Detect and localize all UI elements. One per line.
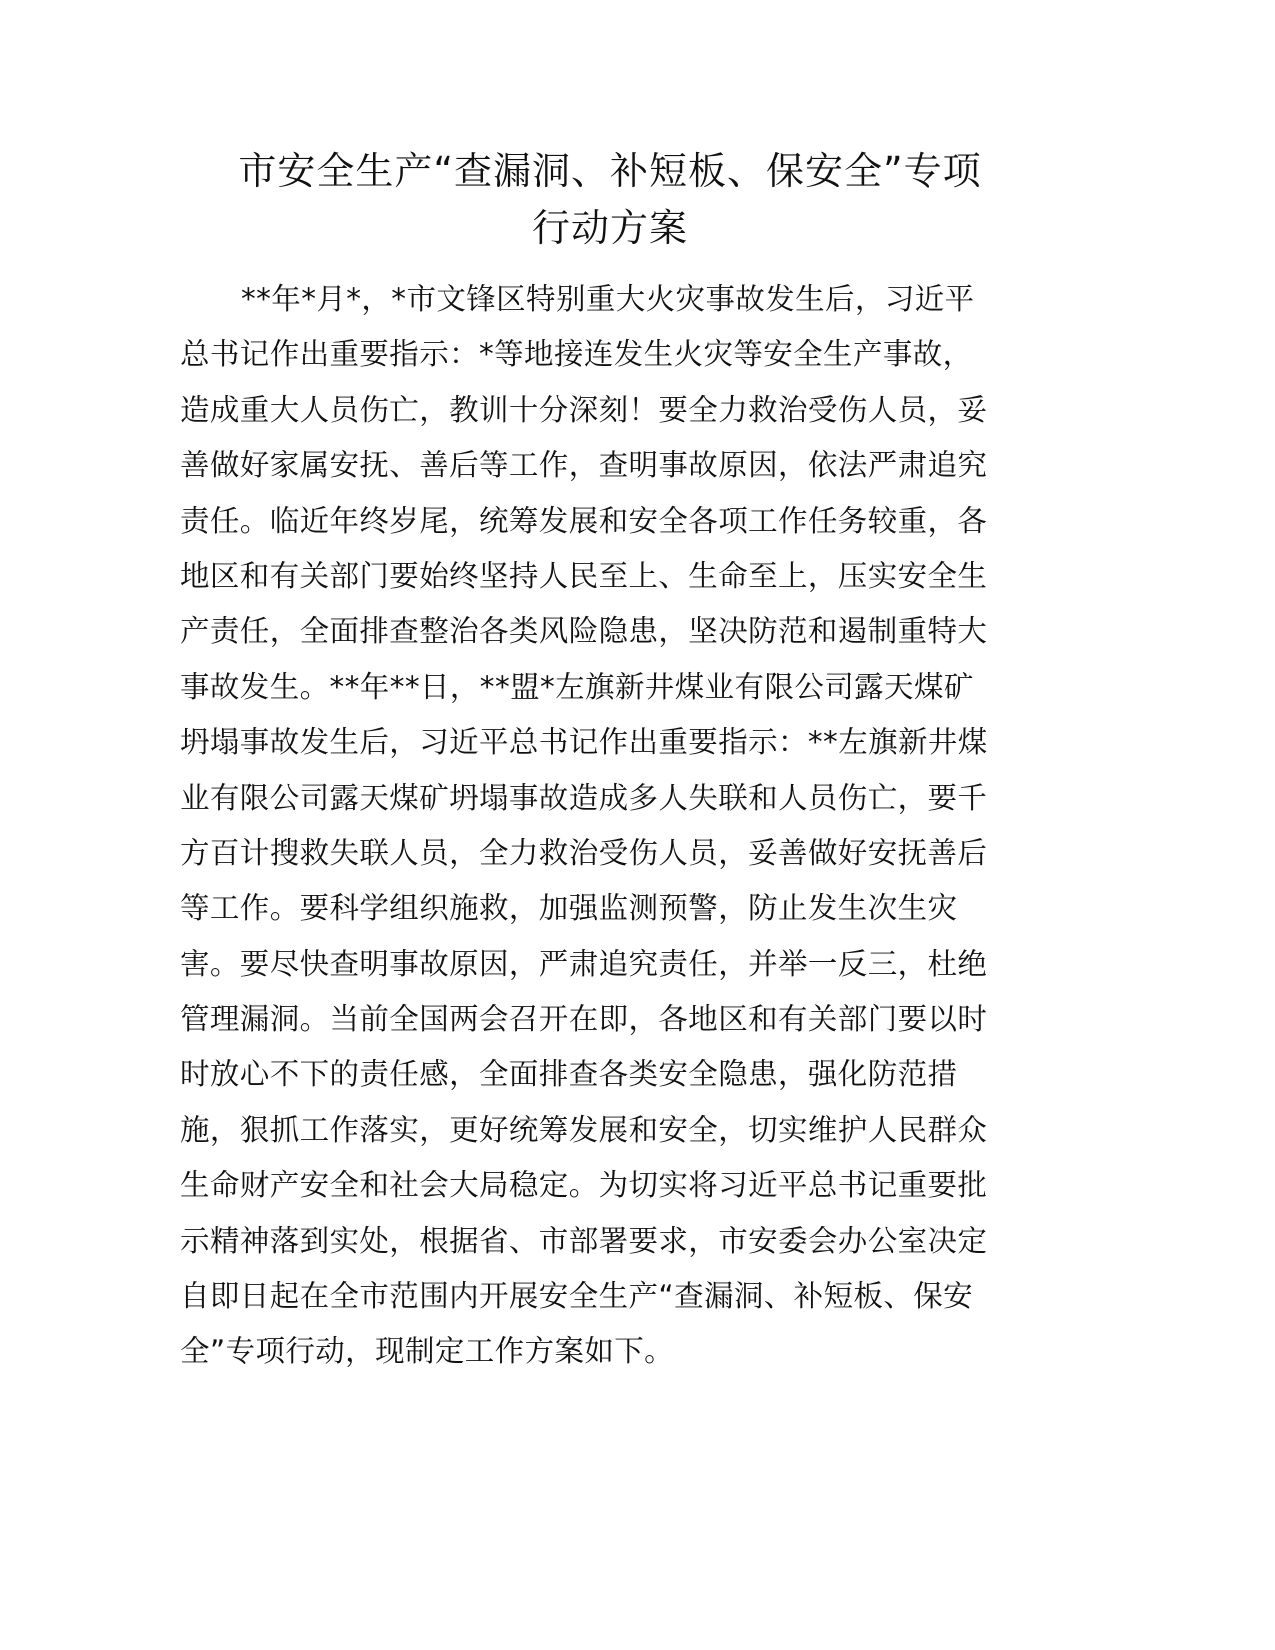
body-line: 坍塌事故发生后，习近平总书记作出重要指示：**左旗新井煤 [180, 725, 988, 760]
body-line: 善做好家属安抚、善后等工作，查明事故原因，依法严肃追究 [180, 448, 988, 483]
body-line: 施，狠抓工作落实，更好统筹发展和安全，切实维护人民群众 [180, 1112, 988, 1147]
body-paragraph [180, 272, 1040, 1380]
body-line: 地区和有关部门要始终坚持人民至上、生命至上，压实安全生 [180, 558, 988, 593]
body-line: 等工作。要科学组织施救，加强监测预警，防止发生次生灾 [180, 891, 958, 926]
body-line: 时放心不下的责任感，全面排查各类安全隐患，强化防范措 [180, 1057, 958, 1092]
body-line: **年*月*，*市文锋区特别重大火灾事故发生后，习近平 [241, 282, 975, 316]
body-line: 管理漏洞。当前全国两会召开在即，各地区和有关部门要以时 [180, 1002, 988, 1037]
document-title [150, 143, 1070, 257]
body-line: 害。要尽快查明事故原因，严肃追究责任，并举一反三，杜绝 [180, 946, 988, 981]
body-line: 责任。临近年终岁尾，统筹发展和安全各项工作任务较重，各 [180, 503, 988, 538]
body-line: 产责任，全面排查整治各类风险隐患，坚决防范和遏制重特大 [180, 614, 988, 649]
body-line: 总书记作出重要指示：*等地接连发生火灾等安全生产事故， [180, 337, 973, 372]
body-line: 造成重大人员伤亡，教训十分深刻！要全力救治受伤人员，妥 [180, 392, 988, 427]
body-line: 示精神落到实处，根据省、市部署要求，市安委会办公室决定 [180, 1223, 988, 1258]
body-line: 事故发生。**年**日，**盟*左旗新井煤业有限公司露天煤矿 [180, 669, 974, 704]
title-line-1: 市安全生产“查漏洞、补短板、保安全”专项 [238, 149, 982, 193]
body-line: 业有限公司露天煤矿坍塌事故造成多人失联和人员伤亡，要千 [180, 780, 988, 815]
body-line: 全”专项行动，现制定工作方案如下。 [180, 1334, 675, 1369]
body-line: 生命财产安全和社会大局稳定。为切实将习近平总书记重要批 [180, 1168, 988, 1203]
body-line: 自即日起在全市范围内开展安全生产“查漏洞、补短板、保安 [180, 1279, 974, 1314]
body-line: 方百计搜救失联人员，全力救治受伤人员，妥善做好安抚善后 [180, 835, 988, 870]
title-line-2: 行动方案 [531, 206, 688, 250]
